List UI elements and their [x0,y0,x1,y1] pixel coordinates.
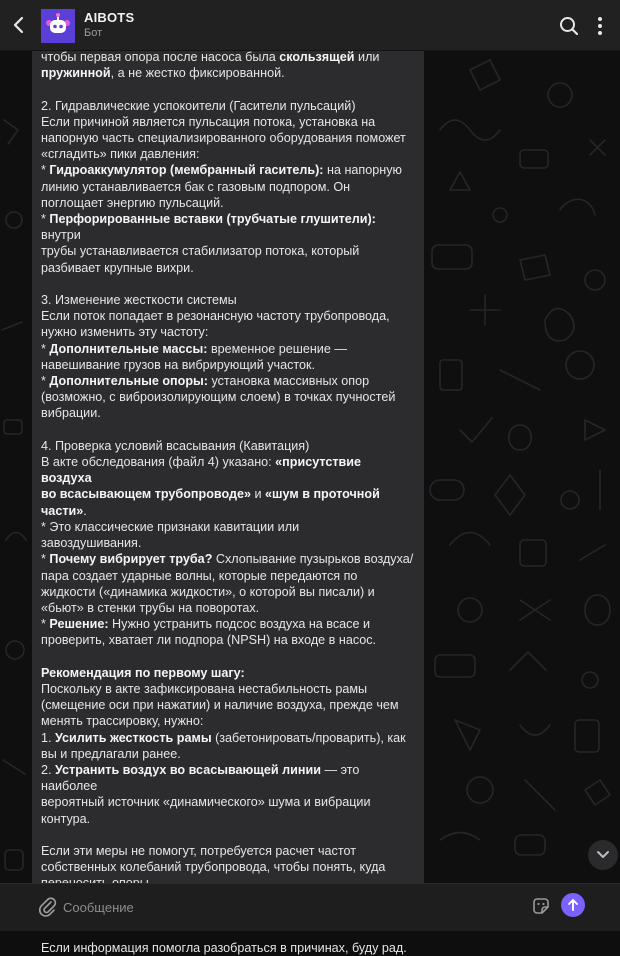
message-run: Схлопывание пузырьков воздуха/ [212,552,414,567]
message-line [41,130,415,146]
chat-subtitle: Бот [84,27,103,39]
paperclip-icon [38,896,58,918]
message-line [41,535,415,551]
more-menu-button[interactable] [590,13,610,39]
message-line [41,179,415,195]
message-run: вибрации. [41,406,101,421]
message-run: В акте обследования (файл 4) указано: [41,455,276,470]
message-composer [0,883,620,931]
arrow-up-icon [566,898,580,912]
chat-header [0,0,620,51]
message-run: «сгладить» пики давления: [41,147,200,162]
back-button[interactable] [8,13,30,37]
message-run: * [41,163,50,178]
message-run: трубы устанавливается стабилизатор потока, который [41,244,360,259]
sticker-button[interactable] [531,896,551,918]
message-run: * Это классические признаки кавитации или [41,519,300,534]
message-run: «бьют» в стенки трубы на поворотах. [41,600,260,615]
message-line [41,357,415,373]
message-line [41,65,415,81]
message-run: Нужно устранить подсос воздуха на всасе и [108,617,370,632]
message-bold-run: скользящей [279,50,355,64]
message-bold-run: Устранить воздух во всасывающей линии [55,762,322,777]
message-run: временное решение — [207,341,347,356]
message-line [41,324,415,340]
message-run: 1. [41,730,56,745]
message-bubble [32,50,424,956]
message-run: — это наиболее [41,762,363,794]
message-line [41,843,415,859]
message-line [41,681,415,697]
message-run: * [41,552,50,567]
message-line [41,260,415,276]
message-blank-line [41,81,415,97]
message-bold-run: Перфорированные вставки (трубчатые глушители): [49,212,376,227]
message-run: * [41,374,50,389]
message-bold-run: «присутствие воздуха [41,455,365,486]
message-bold-run: во всасывающем трубопроводе» [41,487,251,502]
message-run: * [41,212,50,227]
message-run: пара создает ударные волны, которые передаются по [41,568,358,583]
message-blank-line [41,422,415,438]
message-run: * [41,341,50,356]
message-bold-run: Почему вибрирует труба? [49,552,213,567]
message-run: линию устанавливается бак с газовым подпором. Он [41,179,351,194]
message-run: 2. [41,762,56,777]
message-line [41,292,415,308]
message-line [41,49,415,65]
more-vertical-icon [597,16,603,36]
message-run: навешивание грузов на вибрирующий участок. [41,357,316,372]
send-button[interactable] [561,893,585,917]
message-run: Если причиной является пульсация потока, установка на [41,114,376,129]
message-run: (забетонировать/проварить), как [211,730,406,745]
message-run: Если информация помогла разобраться в причинах, буду рад. [41,941,407,956]
attach-button[interactable] [38,896,58,918]
message-line [41,940,415,956]
message-run: поглощает энергию пульсаций. [41,195,224,210]
message-line [41,859,415,875]
message-run: 3. Изменение жесткости системы [41,293,237,308]
message-run: Поскольку в акте зафиксирована нестабильность рамы [41,681,368,696]
message-line [41,746,415,762]
message-line [41,584,415,600]
message-line [41,811,415,827]
bot-avatar-icon [41,9,75,43]
message-line [41,211,415,243]
message-line [41,616,415,632]
message-line [41,665,415,681]
message-bold-run: Решение: [49,617,109,632]
message-blank-line [41,276,415,292]
message-line [41,146,415,162]
avatar[interactable] [41,9,75,43]
message-run: вероятный источник «динамического» шума и вибрации [41,795,371,810]
message-run: менять трассировку, нужно: [41,714,204,729]
message-line [41,794,415,810]
message-run: или [354,50,380,64]
message-bold-run: Дополнительные массы: [49,341,208,356]
message-run: . [83,503,87,518]
message-line [41,243,415,259]
message-run: жидкости («динамика жидкости», о которой вы писали) и [41,584,375,599]
message-line [41,519,415,535]
message-bold-run: пружинной [41,66,111,81]
message-run: собственных колебаний трубопровода, чтобы понять, куда [41,860,386,875]
message-line [41,632,415,648]
message-run: контура. [41,811,91,826]
message-line [41,568,415,584]
message-run: на напорную [323,163,402,178]
message-line [41,762,415,794]
chat-title[interactable]: AIBOTS [84,10,135,25]
message-line [41,551,415,567]
message-line [41,405,415,421]
message-run: и [251,487,266,502]
message-bold-run: «шум в проточной части» [41,487,384,518]
message-blank-line [41,827,415,843]
message-line [41,730,415,746]
message-run: вы и предлагали ранее. [41,746,181,761]
message-line [41,308,415,324]
message-run: (смещение оси при нажатии) и наличие воздуха, прежде чем [41,698,399,713]
message-text [41,49,415,956]
message-line [41,114,415,130]
message-bold-run: Гидроаккумулятор (мембранный гаситель): [49,163,324,178]
message-line [41,697,415,713]
message-run: 2. Гидравлические успокоители (Гасители пульсаций) [41,98,356,113]
message-line [41,162,415,178]
message-line [41,454,415,486]
message-line [41,98,415,114]
message-line [41,600,415,616]
message-run: разбивает крупные вихри. [41,260,194,275]
message-line [41,438,415,454]
message-bold-run: Усилить жесткость рамы [55,730,212,745]
search-button[interactable] [558,15,580,37]
message-line [41,373,415,389]
message-run: * [41,617,50,632]
message-line [41,713,415,729]
message-run: Если поток попадает в резонансную частоту трубопровода, [41,309,390,324]
message-run: нужно изменить эту частоту: [41,325,209,340]
message-run: (возможно, с виброизолирующим слоем) в точках пучностей [41,390,396,405]
message-blank-line [41,649,415,665]
message-line [41,486,415,518]
chevron-down-icon [596,850,610,860]
message-bold-run: Рекомендация по первому шагу: [41,665,245,680]
message-run: напорную часть специализированного оборудования поможет [41,131,406,146]
chevron-left-icon [12,15,26,35]
message-line [41,389,415,405]
message-run: проверить, хватает ли подпора (NPSH) на входе в насос. [41,633,377,648]
message-run: внутри [41,212,380,243]
message-input[interactable] [63,893,503,921]
message-run: установка массивных опор [207,374,370,389]
message-run: чтобы первая опора после насоса была [41,50,280,64]
search-icon [558,15,580,37]
sticker-icon [531,896,551,916]
message-run: завоздушивания. [41,536,142,551]
message-line [41,341,415,357]
message-run: 4. Проверка условий всасывания (Кавитация) [41,438,310,453]
scroll-to-bottom-button[interactable] [588,840,618,870]
message-line [41,195,415,211]
message-run: Если эти меры не помогут, потребуется расчет частот [41,843,356,858]
message-bold-run: Дополнительные опоры: [49,374,208,389]
message-run: , а не жестко фиксированной. [110,66,285,81]
